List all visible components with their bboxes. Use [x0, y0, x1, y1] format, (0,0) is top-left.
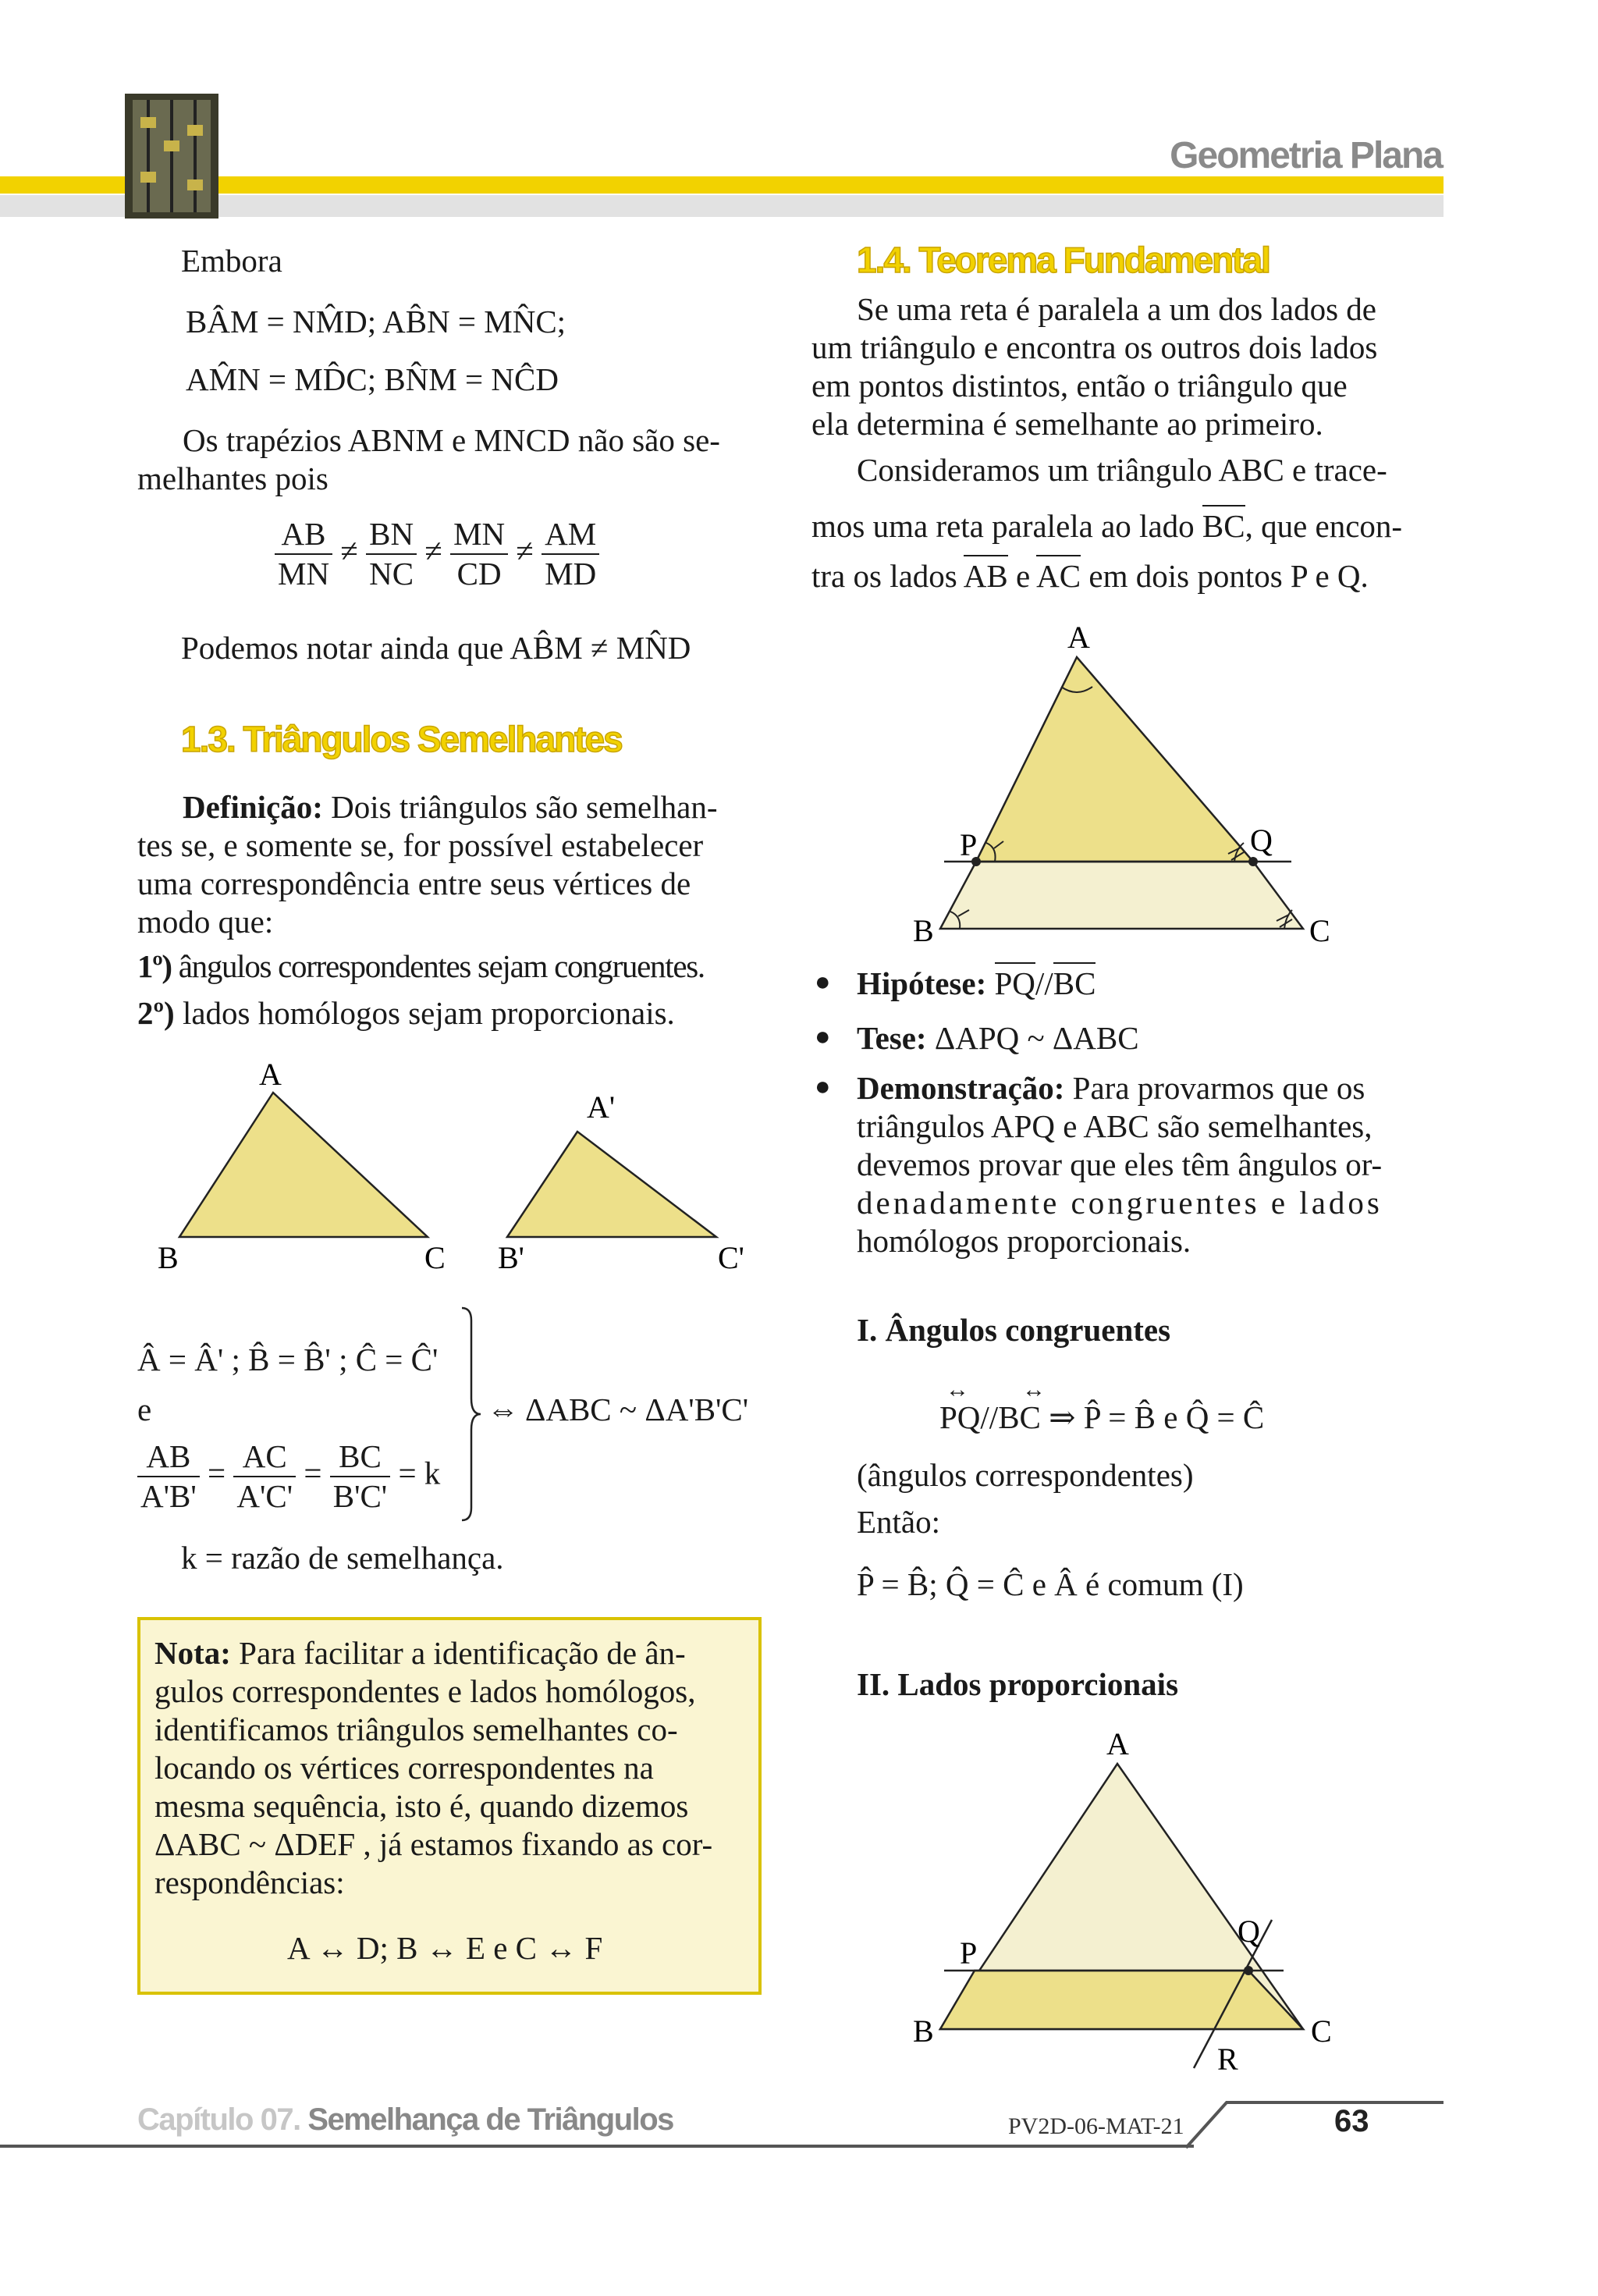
ratio-ab: $\frac{AB}{A'B'}$ — [137, 1438, 200, 1516]
trapezios-line1: Os trapézios ABNM e MNCD não são se- — [183, 422, 720, 458]
note-label: Nota: — [154, 1635, 231, 1671]
fig1-label-p: P — [960, 827, 978, 862]
hypothesis: Hipótese: PQ//BC — [857, 965, 1096, 1003]
tri1-label-b: B — [158, 1240, 179, 1275]
ratio-ac: $\frac{AC}{A'C'}$ — [233, 1438, 296, 1516]
bullet-demonstracao: ● — [815, 1072, 831, 1101]
page-number: 63 — [1334, 2104, 1369, 2138]
definicao-label: Definição: — [183, 789, 323, 825]
triangle-a1b1c1 — [507, 1132, 716, 1237]
bullet-tese: ● — [815, 1022, 831, 1051]
theorem-figure-2 — [897, 1717, 1358, 2084]
ratio-bc: $\frac{BC}{B'C'}$ — [330, 1438, 390, 1516]
subsection-i: I. Ângulos congruentes — [857, 1312, 1171, 1348]
fig2-label-b: B — [913, 2013, 934, 2049]
subsection-ii: II. Lados proporcionais — [857, 1666, 1179, 1702]
demonstration: Demonstração: Para provarmos que os triângulos APQ e ABC são semelhantes, devemos provar que eles têm ângulos or- denadamente congruentes e lados homólogos proporcionais. — [857, 1070, 1383, 1259]
double-arrow-bc: ↔ — [1022, 1377, 1046, 1402]
footer-line — [0, 2145, 1194, 2148]
hipotese-label: Hipótese: — [857, 965, 987, 1001]
paragraph-definicao: Definição: Dois triângulos são semelhan- tes se, e somente se, for possível estabelecer uma correspondência entre seus vértices de modo que: — [137, 789, 718, 940]
tri2-label-b: B' — [498, 1240, 524, 1275]
tri1-label-a: A — [259, 1057, 282, 1092]
header-title: Geometria Plana — [1170, 135, 1442, 176]
list-item-2: 2º) lados homólogos sejam proporcionais. — [137, 995, 675, 1031]
triangle-apq — [976, 657, 1253, 862]
neq-3: ≠ — [516, 532, 534, 569]
similar-triangles-figure — [140, 1046, 780, 1280]
paragraph-trapezios — [137, 421, 766, 498]
note-correspondences: A ↔ D; B ↔ E e C ↔ F — [287, 1930, 603, 1966]
footer-code: PV2D-06-MAT-21 — [1008, 2113, 1184, 2139]
fraction-bn-nc: $\frac{BN}{NC}$ — [366, 515, 417, 593]
fraction-ab-mn: $\frac{AB}{MN}$ — [275, 515, 332, 593]
condition-angles: Â = Â' ; B̂ = B̂' ; Ĉ = Ĉ' — [137, 1342, 439, 1377]
paragraph-teorema: Se uma reta é paralela a um dos lados de um triângulo e encontra os outros dois lados em pontos distintos, então o triângulo que ela determina é semelhante ao primeiro. — [811, 291, 1378, 442]
footer-chapter: Capítulo 07. Semelhança de Triângulos — [137, 2102, 673, 2137]
section-title-1-3: 1.3. Triângulos Semelhantes — [181, 719, 622, 759]
conclusion-i: P̂ = B̂; Q̂ = Ĉ e Â é comum (I) — [857, 1566, 1244, 1602]
condition-ratios: $\frac{AB}{A'B'}$ = $\frac{AC}{A'C'}$ = $\frac{BC}{B'C'}$ = k — [137, 1438, 440, 1516]
note-text: Nota: Para facilitar a identificação de ân- gulos correspondentes e lados homólogos, identificamos triângulos semelhantes co- locando os vértices correspondentes na mesma sequência, isto é, quando dizemos ΔABC ~ ΔDEF , já estamos fixando as cor- respondências: — [154, 1635, 713, 1900]
point-q — [1248, 857, 1258, 866]
tese-label: Tese: — [857, 1020, 927, 1056]
paragraph-consideramos-line2: mos uma reta paralela ao lado BC, que encon- — [811, 507, 1402, 546]
fraction-am-md: $\frac{AM}{MD}$ — [542, 515, 599, 593]
fig2-label-r: R — [1217, 2042, 1238, 2077]
fig1-label-c: C — [1309, 913, 1330, 944]
tri2-label-c: C' — [718, 1240, 744, 1275]
demonstracao-label: Demonstração: — [857, 1070, 1065, 1106]
tri2-label-a: A' — [587, 1089, 616, 1125]
similarity-equivalence: ⇔ ΔABC ~ ΔA'B'C' — [487, 1391, 749, 1427]
implication-parallel: PQ//BC ⇒ P̂ = B̂ e Q̂ = Ĉ — [939, 1399, 1265, 1435]
double-arrow-pq: ↔ — [946, 1377, 969, 1402]
ratio-inequality — [275, 515, 599, 593]
segment-ac: AC — [1036, 555, 1081, 594]
list-item-1: 1º) ângulos correspondentes sejam congruentes. — [137, 948, 705, 984]
text-entao: Então: — [857, 1504, 941, 1540]
fig2-label-c: C — [1311, 2013, 1332, 2049]
abacus-icon — [125, 94, 218, 219]
fig1-label-a: A — [1067, 620, 1090, 655]
trapezios-line2: melhantes pois — [137, 460, 328, 496]
text-k-definition: k = razão de semelhança. — [181, 1540, 504, 1576]
fig1-label-b: B — [913, 913, 934, 944]
fig2-label-q: Q — [1238, 1914, 1260, 1949]
text-podemos-notar: Podemos notar ainda que AB̂M ≠ MN̂D — [181, 630, 691, 666]
curly-brace — [459, 1305, 482, 1523]
text-embora: Embora — [181, 243, 282, 279]
trapezoid-pbcq — [940, 862, 1303, 929]
equation-angles-1: BÂM = NM̂D; AB̂N = MN̂C; — [186, 304, 566, 339]
neq-2: ≠ — [424, 532, 442, 569]
point-q2 — [1244, 1966, 1253, 1975]
footer-tab — [1186, 2099, 1444, 2149]
segment-ab: AB — [964, 555, 1008, 594]
fraction-mn-cd: $\frac{MN}{CD}$ — [450, 515, 508, 593]
neq-1: ≠ — [340, 532, 358, 569]
segment-bc: BC — [1202, 505, 1245, 544]
tri1-label-c: C — [424, 1240, 446, 1275]
trapezoid-pbcq-shaded — [940, 1971, 1303, 2029]
triangle-abc — [179, 1093, 428, 1237]
paragraph-consideramos-line3: tra os lados AB e AC em dois pontos P e Q. — [811, 557, 1369, 595]
equation-angles-2: AM̂N = MD̂C; BN̂M = NĈD — [186, 361, 559, 397]
text-correspondentes: (ângulos correspondentes) — [857, 1457, 1194, 1493]
notar-equation: AB̂M ≠ MN̂D — [510, 630, 691, 666]
fig2-label-p: P — [960, 1935, 978, 1971]
bullet-hipotese: ● — [815, 968, 831, 997]
fig2-label-a: A — [1106, 1726, 1129, 1761]
fig1-label-q: Q — [1250, 823, 1273, 858]
paragraph-consideramos: Consideramos um triângulo ABC e trace- — [857, 452, 1387, 488]
condition-e: e — [137, 1391, 152, 1427]
thesis: Tese: ΔAPQ ~ ΔABC — [857, 1020, 1139, 1056]
theorem-figure-1 — [897, 617, 1358, 944]
section-title-1-4: 1.4. Teorema Fundamental — [857, 240, 1270, 280]
